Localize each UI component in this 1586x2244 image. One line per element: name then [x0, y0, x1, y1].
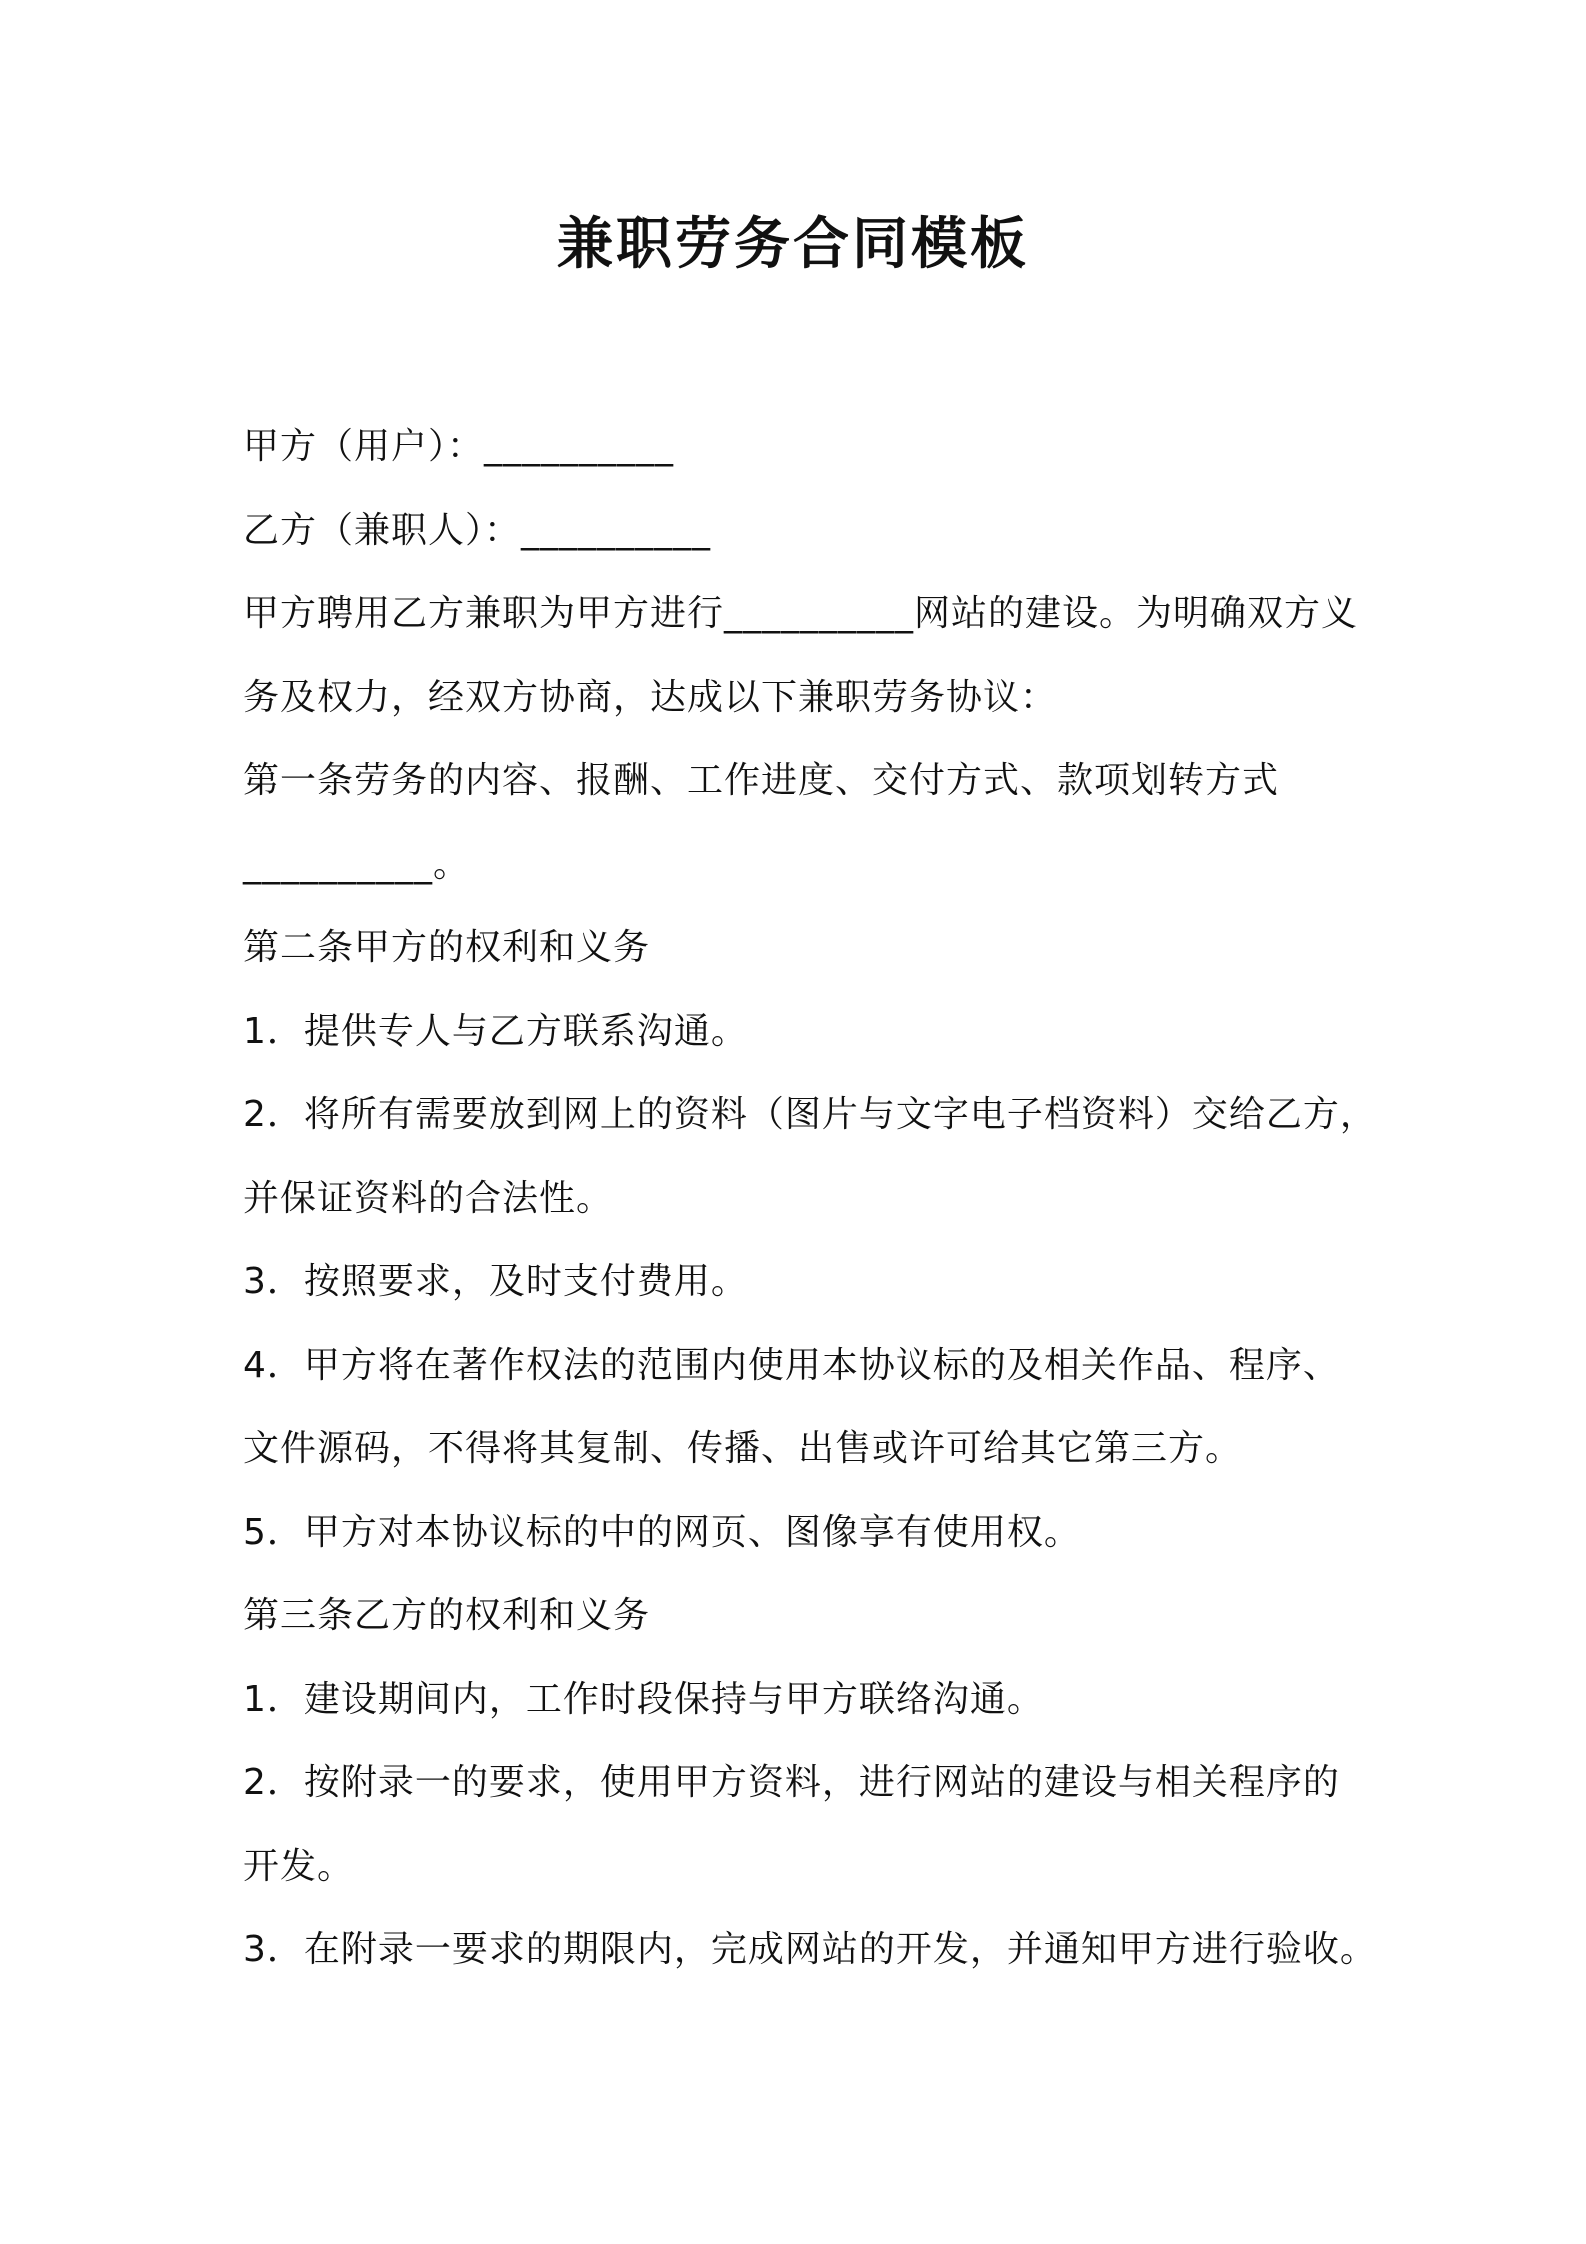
article-three-heading: 第三条乙方的权利和义务	[243, 1595, 651, 1636]
clause-line: 开发。	[243, 1845, 355, 1887]
article-two-heading: 第二条甲方的权利和义务	[243, 927, 651, 968]
clause-line: 3．按照要求，及时支付费用。	[243, 1261, 748, 1302]
clause-line: 5．甲方对本协议标的中的网页、图像享有使用权。	[243, 1511, 1081, 1553]
article-one-line: __________。	[243, 843, 471, 885]
clause-line: 2．将所有需要放到网上的资料（图片与文字电子档资料）交给乙方，	[243, 1094, 1377, 1135]
party-a-line: 甲方（用户）：__________	[243, 426, 675, 467]
intro-paragraph-line: 甲方聘用乙方兼职为甲方进行__________网站的建设。为明确双方义	[243, 593, 1359, 634]
clause-line: 3．在附录一要求的期限内，完成网站的开发，并通知甲方进行验收。	[243, 1929, 1377, 1970]
document-body	[243, 405, 1377, 1992]
clause-line: 1．建设期间内，工作时段保持与甲方联络沟通。	[243, 1678, 1044, 1720]
intro-paragraph-line: 务及权力，经双方协商，达成以下兼职劳务协议：	[243, 676, 1058, 718]
clause-line: 2．按附录一的要求，使用甲方资料，进行网站的建设与相关程序的	[243, 1762, 1340, 1803]
article-one-line: 第一条劳务的内容、报酬、工作进度、交付方式、款项划转方式	[243, 760, 1280, 801]
clause-line: 4．甲方将在著作权法的范围内使用本协议标的及相关作品、程序、	[243, 1344, 1340, 1386]
clause-line: 文件源码，不得将其复制、传播、出售或许可给其它第三方。	[243, 1428, 1243, 1469]
party-b-line: 乙方（兼职人）：__________	[243, 509, 712, 551]
document-title: 兼职劳务合同模板	[557, 212, 1029, 277]
clause-line: 并保证资料的合法性。	[243, 1177, 614, 1219]
clause-line: 1．提供专人与乙方联系沟通。	[243, 1010, 748, 1052]
